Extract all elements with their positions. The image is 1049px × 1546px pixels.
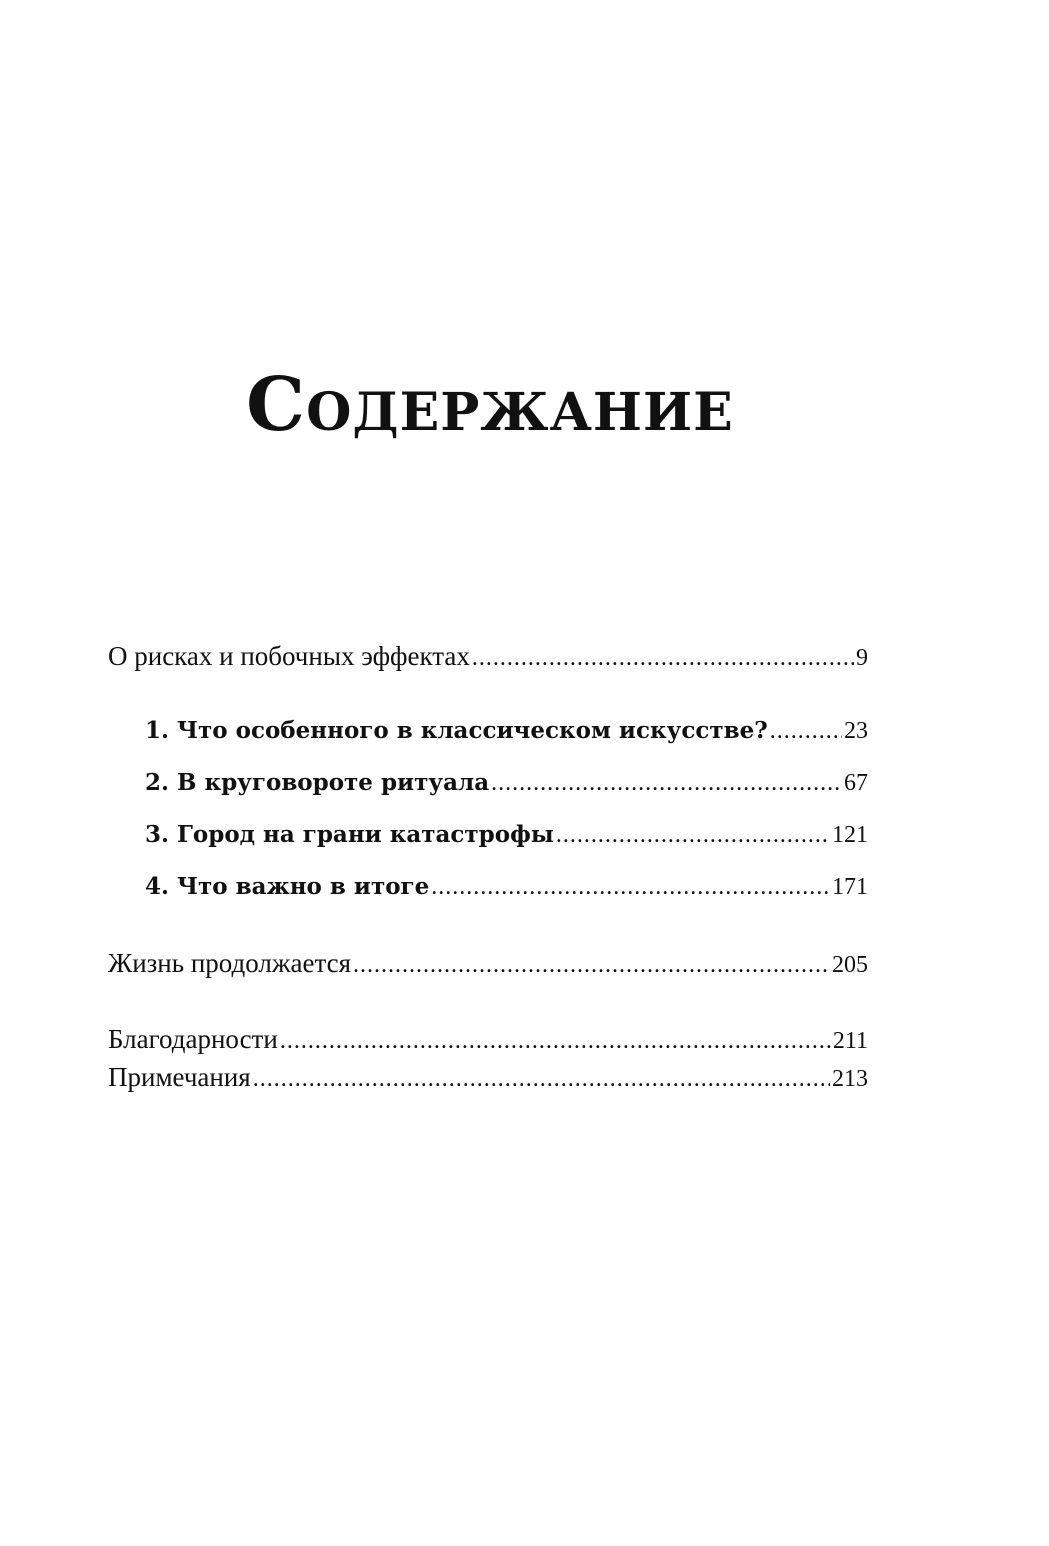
toc-entry-page: 67 bbox=[844, 770, 868, 796]
dot-leader bbox=[431, 871, 830, 903]
toc-entry-page: 213 bbox=[832, 1066, 868, 1092]
toc-entry-notes[interactable] bbox=[108, 1061, 868, 1095]
toc-entry-title: 1. Что особенного в классическом искусстве? bbox=[145, 717, 768, 744]
dot-leader bbox=[770, 715, 842, 747]
toc-entry-title: Жизнь продолжается bbox=[108, 948, 351, 978]
dot-leader bbox=[472, 642, 854, 674]
toc-entry-epilogue[interactable] bbox=[108, 947, 868, 981]
toc-entry-page: 171 bbox=[832, 874, 868, 900]
toc-entry-chapter-2[interactable] bbox=[145, 767, 868, 799]
toc-entry-title: Благодарности bbox=[108, 1024, 278, 1054]
toc-entry-intro[interactable] bbox=[108, 640, 868, 674]
dot-leader bbox=[280, 1025, 831, 1057]
toc-entry-page: 121 bbox=[832, 822, 868, 848]
toc-entry-title: 3. Город на грани катастрофы bbox=[145, 821, 554, 848]
toc-entry-title: Примечания bbox=[108, 1062, 251, 1092]
toc-entry-chapter-3[interactable] bbox=[145, 819, 868, 851]
toc-entry-page: 205 bbox=[832, 952, 868, 978]
toc-entry-chapter-4[interactable] bbox=[145, 871, 868, 903]
toc-entry-acknowledgements[interactable] bbox=[108, 1023, 868, 1057]
toc-entry-title: О рисках и побочных эффектах bbox=[108, 641, 470, 671]
dot-leader bbox=[491, 767, 842, 799]
toc-entry-page: 23 bbox=[844, 718, 868, 744]
toc-entry-chapter-1[interactable] bbox=[145, 715, 868, 747]
dot-leader bbox=[556, 819, 830, 851]
toc-entry-title: 4. Что важно в итоге bbox=[145, 873, 430, 900]
dot-leader bbox=[253, 1063, 830, 1095]
dot-leader bbox=[353, 949, 830, 981]
toc-entry-page: 9 bbox=[856, 645, 868, 671]
toc-entry-title: 2. В круговороте ритуала bbox=[145, 769, 490, 796]
toc-entry-page: 211 bbox=[832, 1028, 868, 1054]
page-title: Содержание bbox=[246, 362, 734, 448]
